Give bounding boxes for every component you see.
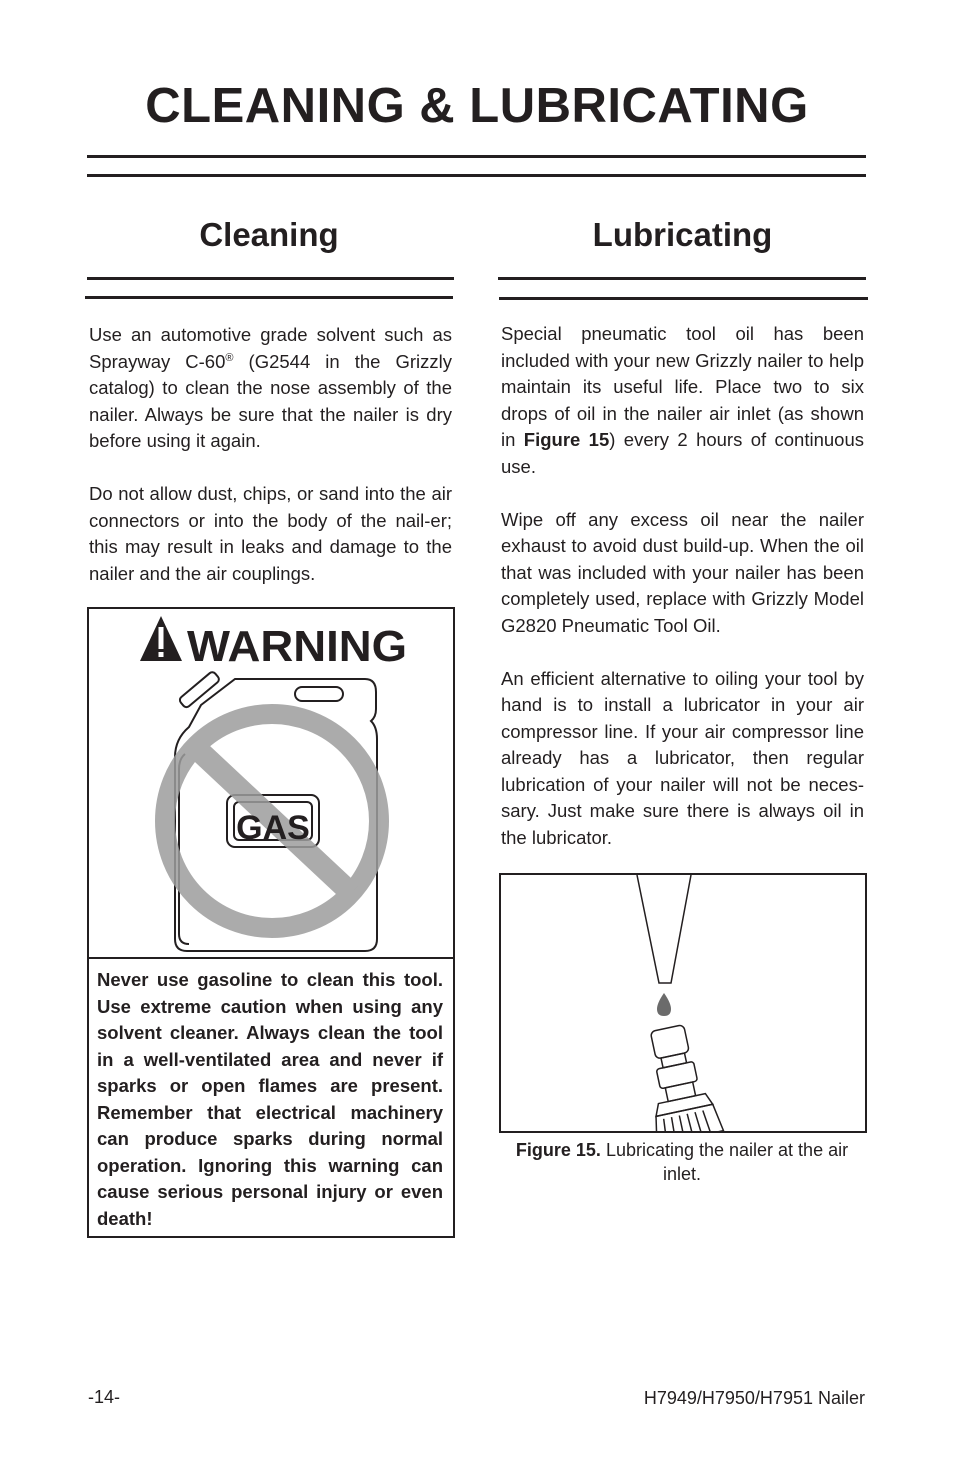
gas-label: GAS [236, 809, 310, 847]
no-gasoline-illustration [89, 609, 453, 959]
lubricating-paragraph-1-end: ) every 2 hours of continuous use. [501, 429, 865, 477]
cleaning-paragraph-2: Do not allow dust, chips, or sand into the air connectors or into the body of the nail-er; this may result in leaks and damage to the nailer and the air couplings. [89, 483, 452, 584]
figure-caption-label: Figure 15. [515, 1140, 601, 1160]
oil-nozzle-icon [637, 875, 691, 983]
gas-can-prohibition-icon [89, 609, 453, 957]
warning-box [87, 607, 455, 1238]
cleaning-paragraph-1 [89, 322, 452, 455]
cleaning-paragraph-1-end: (G2544 in the Grizzly catalog) to clean the nose assembly of the nailer. Always be sure that the nailer is dry before using it again. [89, 350, 452, 451]
warning-triangle-icon [140, 616, 182, 661]
figure-reference: Figure 15 [523, 429, 610, 450]
title-rule-bottom [87, 174, 866, 177]
cleaning-rule-bottom [85, 296, 453, 299]
lubricating-heading: Lubricating [592, 216, 773, 253]
title-rule-top [87, 155, 866, 158]
lubricating-rule-bottom [499, 297, 868, 300]
warning-text: Never use gasoline to clean this tool. Use extreme caution when using any solvent cleaner. Always clean the tool in a well-ventilated area and never if sparks or open flames are present. Remember that electrical machinery can produce sparks during normal operation. Ignoring this warning can cause serious personal injury or even death! [97, 969, 443, 1229]
lubricating-paragraph-3: An efficient alternative to oiling your tool by hand is to install a lubricator in your air compressor line. If your air compressor line already has a lubricator, then regular lubrication of your nailer will not be neces-sary. Just make sure there is always oil in the lubricator. [501, 667, 864, 848]
model-footer: H7949/H7950/H7951 Nailer [643, 1388, 865, 1408]
cleaning-body [89, 322, 452, 614]
figure-caption-text: Lubricating the nailer at the air inlet. [600, 1140, 849, 1184]
figure-15-image [499, 873, 867, 1133]
cleaning-paragraph-1-start: Use an automotive grade solvent such as Sprayway C-60 [89, 324, 452, 372]
page-number: -14- [88, 1387, 121, 1407]
air-inlet-fitting-icon [634, 1021, 724, 1131]
oil-drop-icon [657, 993, 671, 1016]
cleaning-heading: Cleaning [199, 216, 339, 253]
lubricating-paragraph-1 [501, 321, 864, 480]
registered-mark: ® [225, 351, 234, 364]
lubricating-paragraph-1-start: Special pneumatic tool oil has been included with your new Grizzly nailer to help maintain its useful life. Place two to six drops of oil in the nailer air inlet (as shown in [501, 323, 864, 450]
warning-label: WARNING [187, 622, 407, 671]
lubricating-paragraph-2: Wipe off any excess oil near the nailer exhaust to avoid dust build-up. When the oil that was included with your nailer has been completely used, replace with Grizzly Model G2820 Pneumatic Tool Oil. [501, 508, 864, 636]
lubricating-body [501, 321, 864, 878]
figure-caption [499, 1138, 865, 1186]
cleaning-rule-top [87, 277, 454, 280]
page-title: CLEANING & LUBRICATING [145, 79, 809, 133]
lubricating-rule-top [498, 277, 866, 280]
oil-drop-air-inlet-icon [501, 875, 865, 1131]
